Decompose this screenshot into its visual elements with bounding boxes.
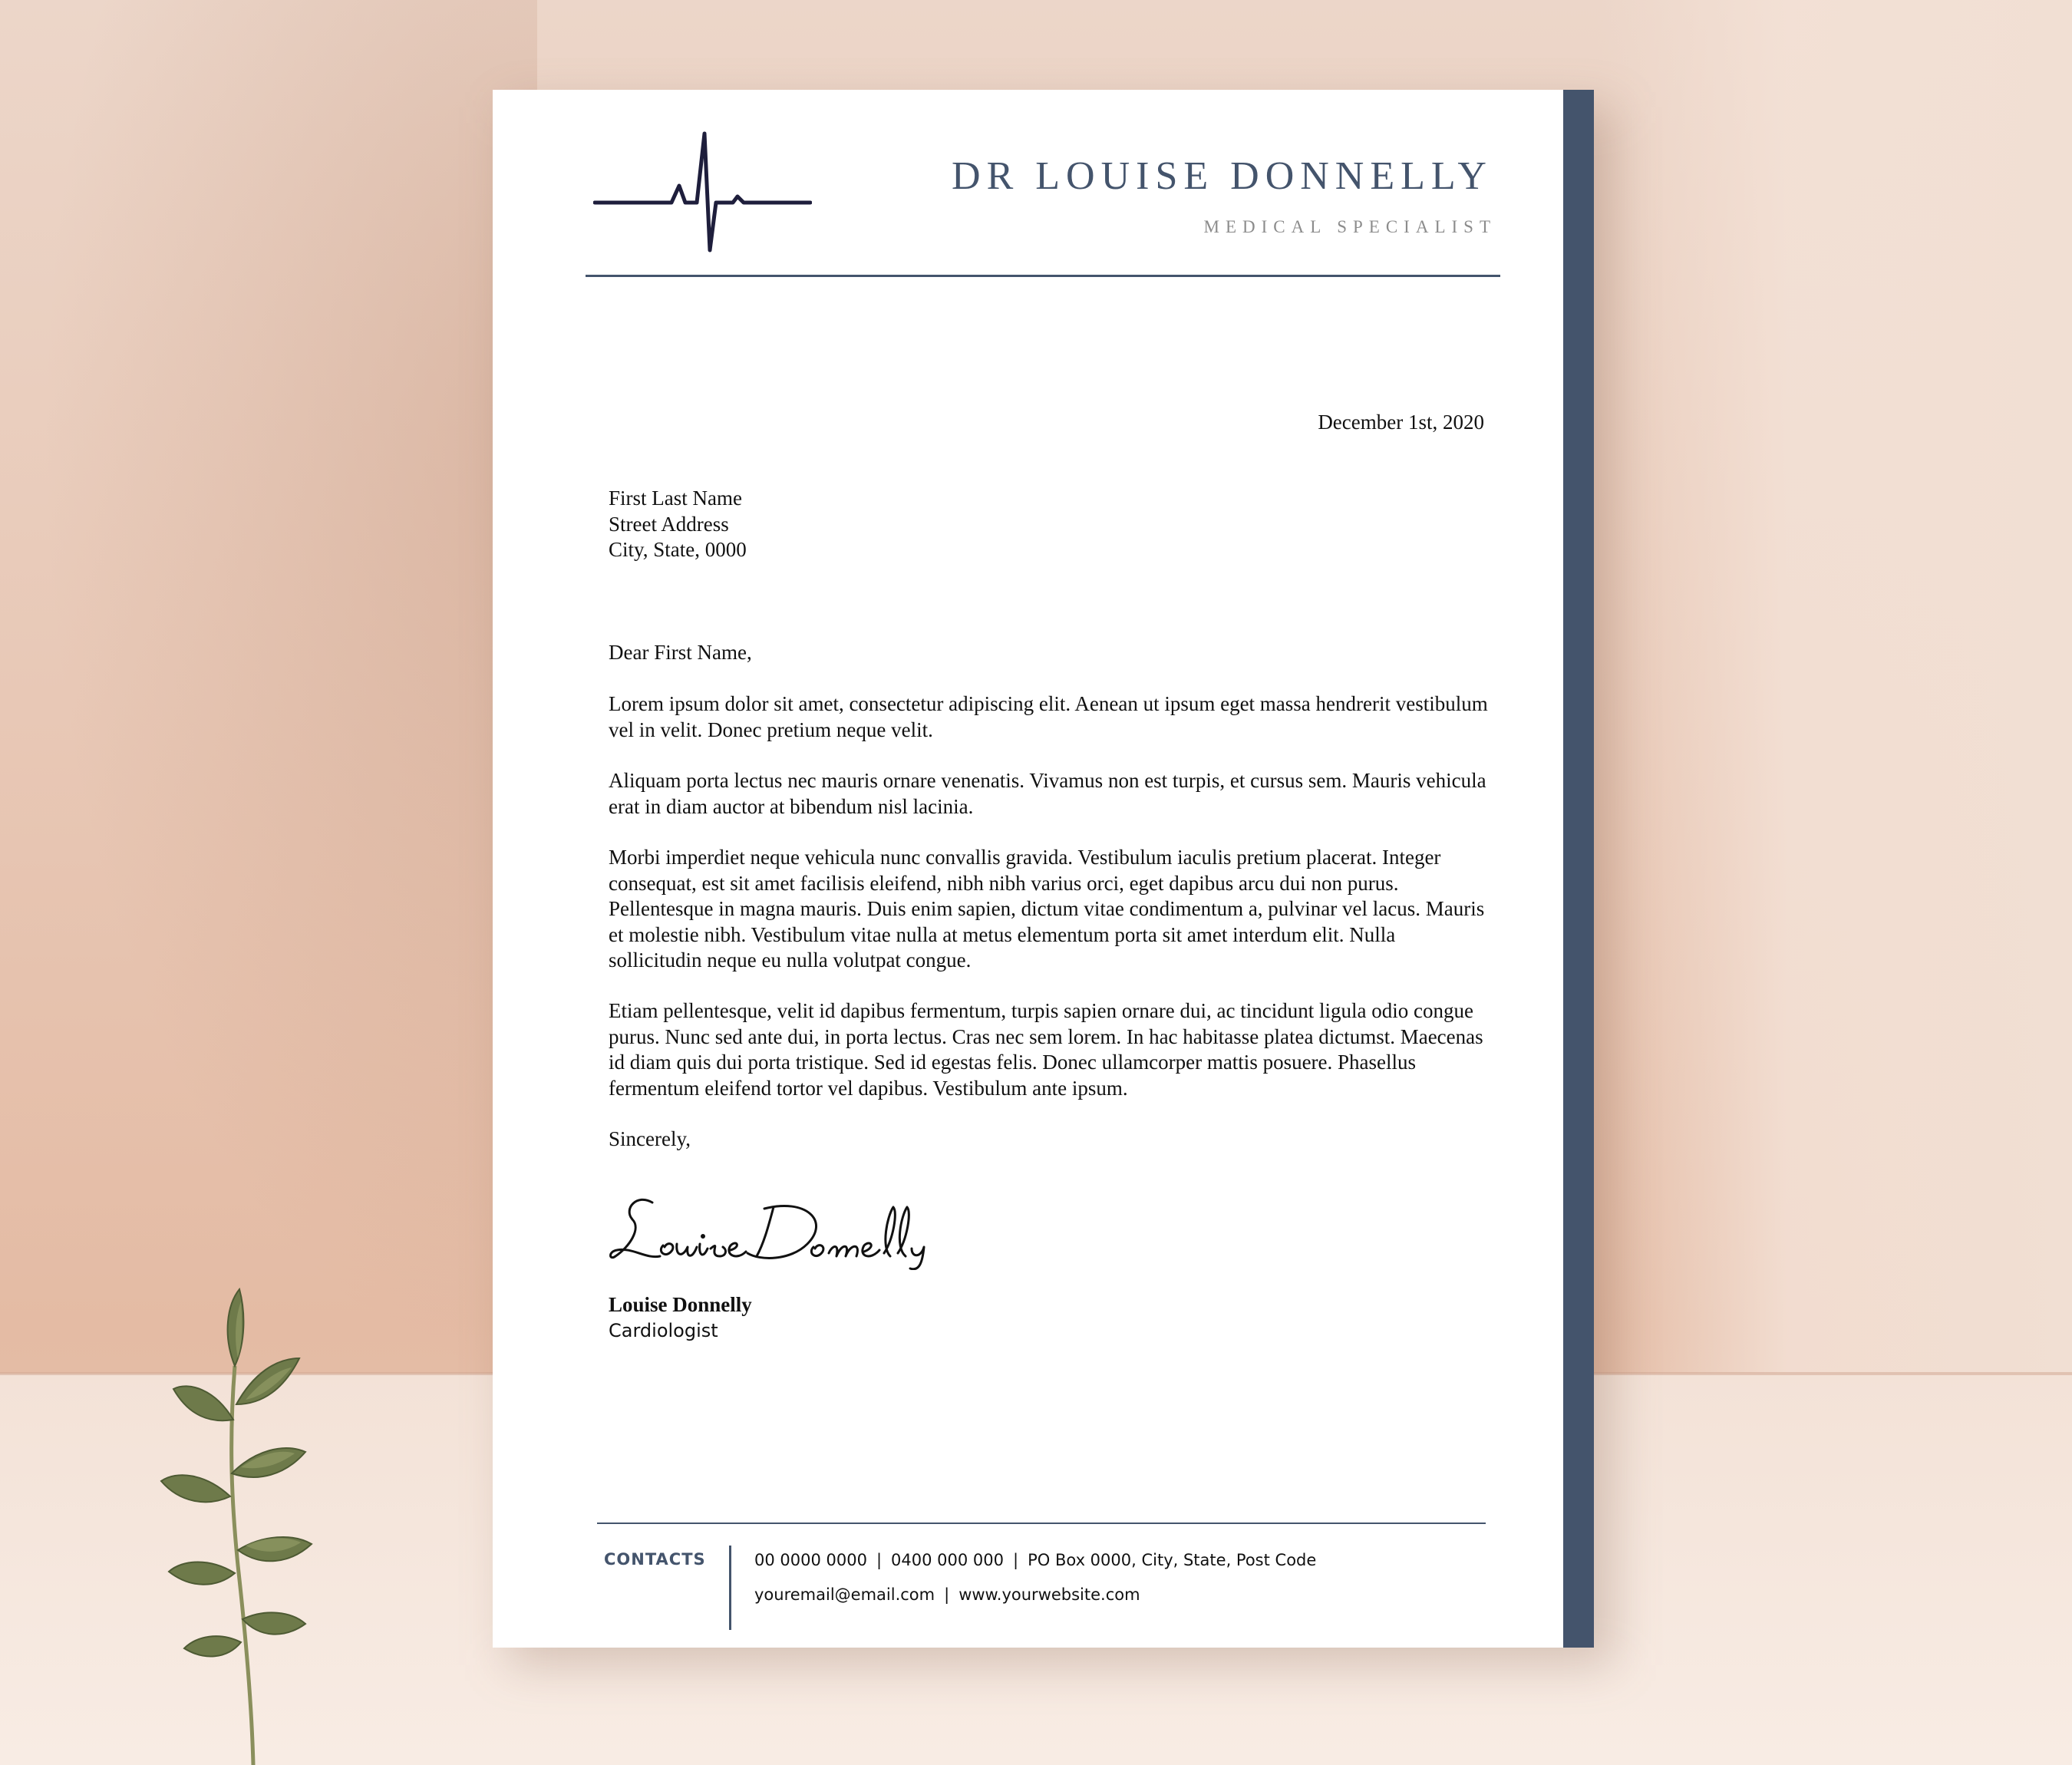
wall-shadow [0,0,537,1458]
email-address: youremail@email.com [754,1585,935,1604]
footer-vertical-divider [729,1546,731,1630]
footer-divider [597,1523,1486,1524]
body-paragraph: Lorem ipsum dolor sit amet, consectetur adipiscing elit. Aenean ut ipsum eget massa hendrerit vestibulum vel in velit. Donec pretium neque velit. [609,692,1488,741]
recipient-address [609,486,1069,563]
contact-line-phone [754,1551,1316,1569]
address-line: City, State, 0000 [609,538,747,561]
contacts-label: CONTACTS [604,1550,706,1569]
separator: | [1013,1551,1019,1569]
closing: Sincerely, [609,1127,691,1150]
phone-number: 00 0000 0000 [754,1551,867,1569]
letter-date: December 1st, 2020 [1318,411,1484,434]
address-line: First Last Name [609,487,742,510]
signer-title: Cardiologist [609,1320,718,1341]
doctor-subtitle: MEDICAL SPECIALIST [1203,217,1496,236]
mobile-number: 0400 000 000 [891,1551,1005,1569]
address-line: Street Address [609,512,729,536]
body-paragraph: Morbi imperdiet neque vehicula nunc convallis gravida. Vestibulum iaculis pretium placerat. Integer consequat, est sit amet facilisis eleifend, nibh nibh varius orci, eget dapibus arcu dui non purus. Pellentesque in magna mauris. Duis enim sapien, dictum vitae condimentum a, pulvinar vel lacus. Mauris et molestie nibh. Vestibulum vitae nulla at metus elementum porta sit amet interdum elit. Nulla sollicitudin neque eu nulla volutpat congue. [609,846,1485,972]
separator: | [944,1585,950,1604]
greeting: Dear First Name, [609,641,752,664]
ecg-heartbeat-icon [593,130,812,261]
signer-name: Louise Donnelly [609,1293,752,1316]
body-paragraph: Aliquam porta lectus nec mauris ornare venenatis. Vivamus non est turpis, et cursus sem. Mauris vehicula erat in diam auctor at bibendum nisl lacinia. [609,769,1486,818]
page-side-bar [1563,90,1594,1648]
website-address: www.yourwebsite.com [958,1585,1140,1604]
po-box: PO Box 0000, City, State, Post Code [1028,1551,1317,1569]
body-paragraph: Etiam pellentesque, velit id dapibus fermentum, turpis sapien ornare dui, ac tincidunt ligula odio congue purus. Nunc sed ante dui, in porta lectus. Cras nec sem lorem. In hac habitasse platea dictumst. Maecenas id diam quis dui porta tristique. Sed id egestas felis. Donec ullamcorper mattis posuere. Phasellus fermentum eleifend tortor vel dapibus. Vestibulum ante ipsum. [609,999,1483,1100]
wall-light [1596,0,2072,1374]
header-divider [586,275,1500,277]
plant-decoration [130,1274,384,1765]
handwritten-signature [606,1186,1067,1270]
separator: | [876,1551,883,1569]
contact-line-web [754,1585,1140,1604]
doctor-name-heading: DR LOUISE DONNELLY [952,154,1493,198]
